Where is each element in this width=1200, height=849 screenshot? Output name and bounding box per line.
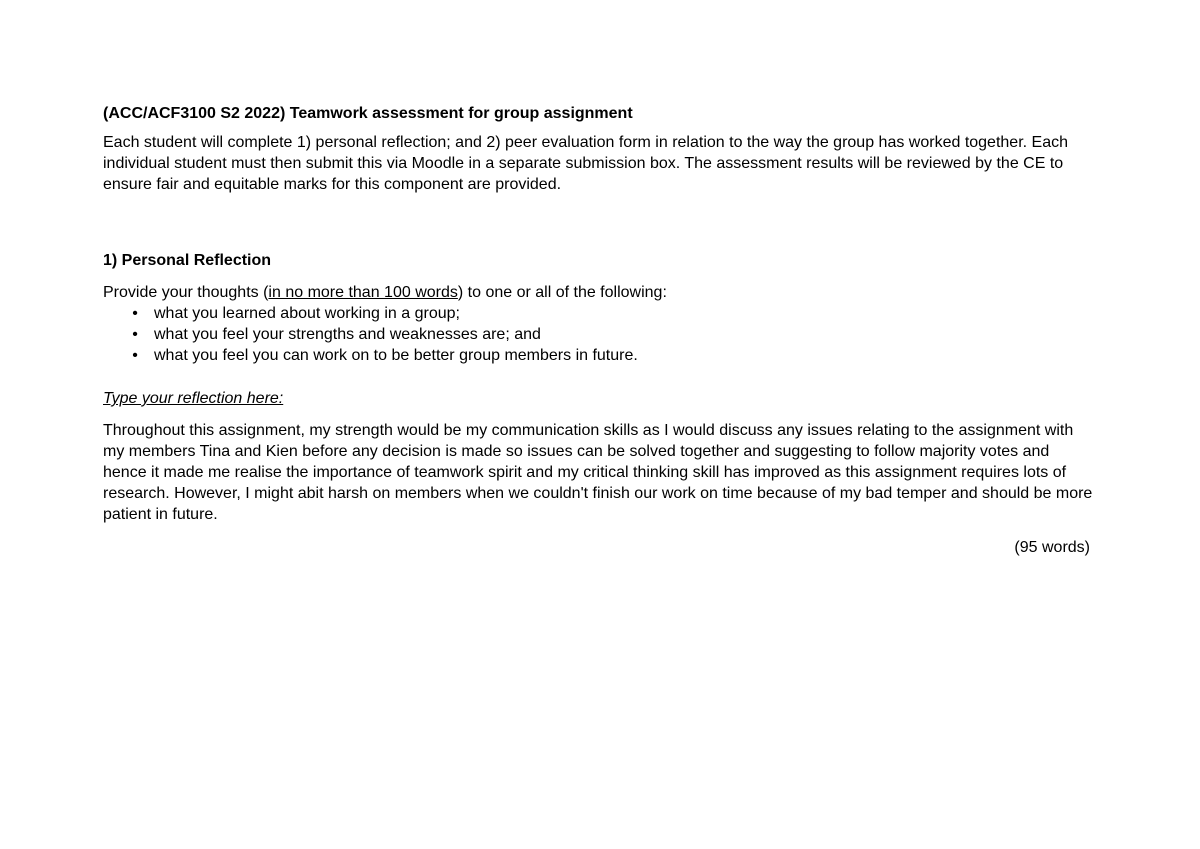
list-item-text: what you feel your strengths and weaknesses are; and [154, 326, 541, 343]
type-reflection-label: Type your reflection here: [103, 390, 284, 407]
list-item [103, 303, 1093, 324]
document-title: (ACC/ACF3100 S2 2022) Teamwork assessment for group assignment [103, 105, 633, 122]
list-item-text: what you learned about working in a group; [154, 305, 460, 322]
intro-paragraph: Each student will complete 1) personal reflection; and 2) peer evaluation form in relation to the way the group has worked together. Each individual student must then submit this via Moodle in a separate submission box. The assessment results will be reviewed by the CE to ensure fair and equitable marks for this component are provided. [103, 134, 1068, 193]
word-count: (95 words) [1014, 539, 1090, 556]
document-content [103, 103, 1093, 558]
bullet-dot-icon: • [132, 305, 138, 322]
list-item-text: what you feel you can work on to be better group members in future. [154, 347, 638, 364]
prompt-text-end: ) to one or all of the following: [457, 284, 667, 301]
list-item [103, 324, 1093, 345]
reflection-prompt [103, 282, 1093, 303]
list-item [103, 345, 1093, 366]
word-limit-text: in no more than 100 words [268, 284, 458, 301]
reflection-answer-text: Throughout this assignment, my strength would be my communication skills as I would discuss any issues relating to the assignment with my members Tina and Kien before any decision is made so issues can be solved together and suggesting to follow majority votes and hence it made me realise the importance of teamwork spirit and my critical thinking skill has improved as this assignment requires lots of research. However, I might abit harsh on members when we couldn't finish our work on time because of my bad temper and should be more patient in future. [103, 422, 1093, 523]
section-heading-personal-reflection: 1) Personal Reflection [103, 252, 272, 269]
reflection-topics-list [103, 303, 1093, 366]
bullet-dot-icon: • [132, 347, 138, 364]
bullet-dot-icon: • [132, 326, 138, 343]
prompt-text-start: Provide your thoughts ( [103, 284, 269, 301]
